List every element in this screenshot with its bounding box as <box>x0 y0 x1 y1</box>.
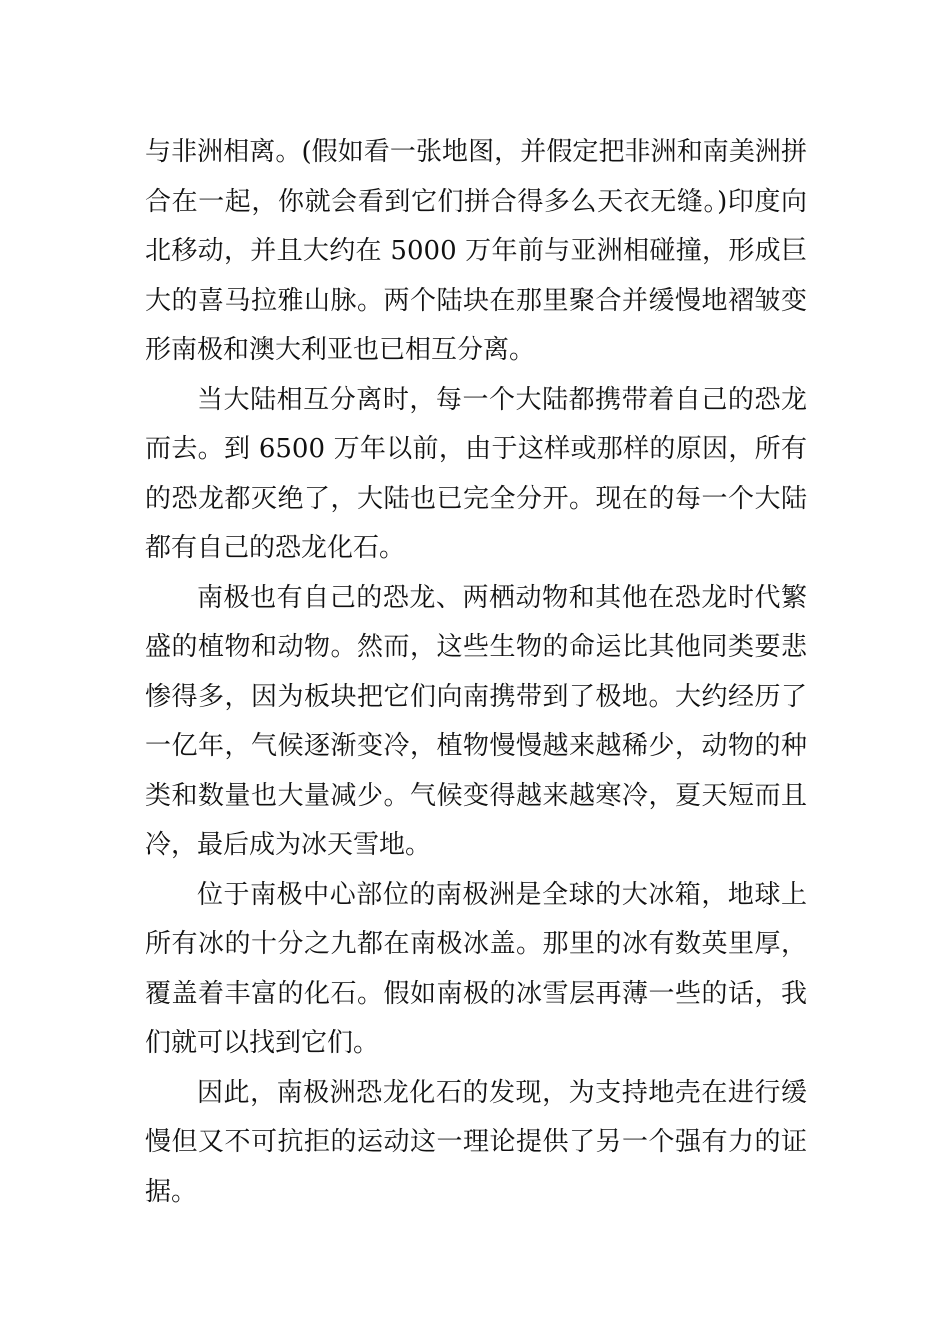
paragraph-continuation: 与非洲相离。(假如看一张地图，并假定把非洲和南美洲拼合在一起，你就会看到它们拼合得多么天衣无缝。)印度向北移动，并且大约在 5000 万年前与亚洲相碰撞，形成巨大的喜马拉雅山脉。两个陆块在那里聚合并缓慢地褶皱变形南极和澳大利亚也已相互分离。 <box>145 137 807 365</box>
document-body <box>145 128 807 1217</box>
paragraph: 南极也有自己的恐龙、两栖动物和其他在恐龙时代繁盛的植物和动物。然而，这些生物的命运比其他同类要悲惨得多，因为板块把它们向南携带到了极地。大约经历了一亿年，气候逐渐变冷，植物慢慢越来越稀少，动物的种类和数量也大量减少。气候变得越来越寒冷，夏天短而且冷，最后成为冰天雪地。 <box>145 582 807 860</box>
paragraph: 位于南极中心部位的南极洲是全球的大冰箱，地球上所有冰的十分之九都在南极冰盖。那里的冰有数英里厚，覆盖着丰富的化石。假如南极的冰雪层再薄一些的话，我们就可以找到它们。 <box>145 879 807 1058</box>
paragraph: 当大陆相互分离时，每一个大陆都携带着自己的恐龙而去。到 6500 万年以前，由于这样或那样的原因，所有的恐龙都灭绝了，大陆也已完全分开。现在的每一个大陆都有自己的恐龙化石。 <box>145 384 807 563</box>
paragraph: 因此，南极洲恐龙化石的发现，为支持地壳在进行缓慢但又不可抗拒的运动这一理论提供了另一个强有力的证据。 <box>145 1077 807 1207</box>
